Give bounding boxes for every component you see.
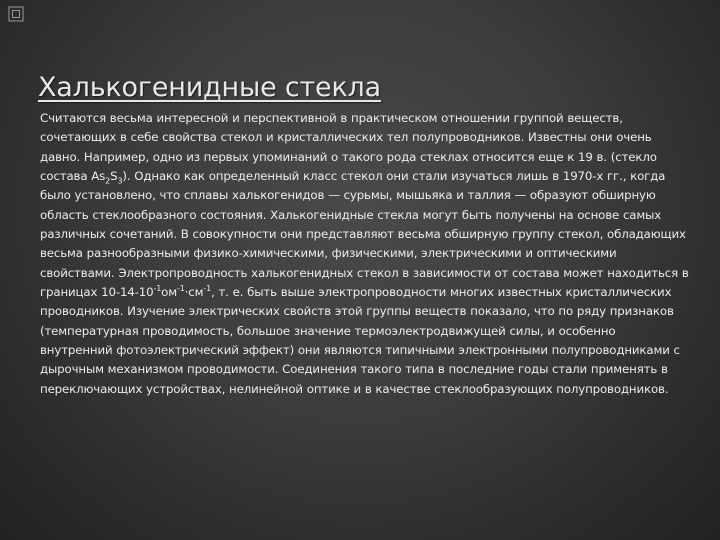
superscript-2: -1 xyxy=(177,284,185,294)
body-text-part-5: ·см xyxy=(184,285,204,300)
body-paragraph xyxy=(40,109,690,399)
body-text-part-2: S xyxy=(110,169,118,184)
body-text-part-4: ом xyxy=(161,285,177,300)
superscript-3: -1 xyxy=(203,284,212,294)
subscript-3: 3 xyxy=(117,176,123,186)
body-text-part-3: ). Однако как определенный класс стекол они стали изучаться лишь в 1970-х гг., когда было установлено, что сплавы халькогенидов — сурьмы, мышьяка и таллия — образуют обширную область стеклообразного состояния. Халькогенидные стекла могут быть получены на основе самых различных сочетаний. В совокупности они представляют весьма обширную группу стекол, обладающих весьма разнообразными физико-химическими, физическими, электрическими и оптическими свойствами. Электропроводность халькогенидных стекол в зависимости от состава может находиться в границах 10-14-10 xyxy=(40,169,689,300)
slide-title: Халькогенидные стекла xyxy=(38,72,381,103)
square-bullet-icon xyxy=(8,6,24,22)
subscript-2: 2 xyxy=(105,176,111,186)
body-text-part-1: Считаются весьма интересной и перспективной в практическом отношении группой веществ, сочетающих в себе свойства стекол и кристаллических тел полупроводников. Известны они очень давно. Например, одно из первых упоминаний о такого рода стеклах относится еще к 19 в. (стекло состава As xyxy=(40,111,657,184)
body-text-part-6: , т. е. быть выше электропроводности многих известных кристаллических проводников. Изучение электрических свойств этой группы веществ показало, что по ряду признаков (температурная проводимость, большое значение термоэлектродвижущей силы, и особенно внутренний фотоэлектрический эффект) они являются типичными электронными полупроводниками с дырочным механизмом проводимости. Соединения такого типа в последние годы стали применять в переключающих устройствах, нелинейной оптике и в качестве стеклообразующих полупроводников. xyxy=(40,285,680,396)
superscript-1: -1 xyxy=(153,284,162,294)
